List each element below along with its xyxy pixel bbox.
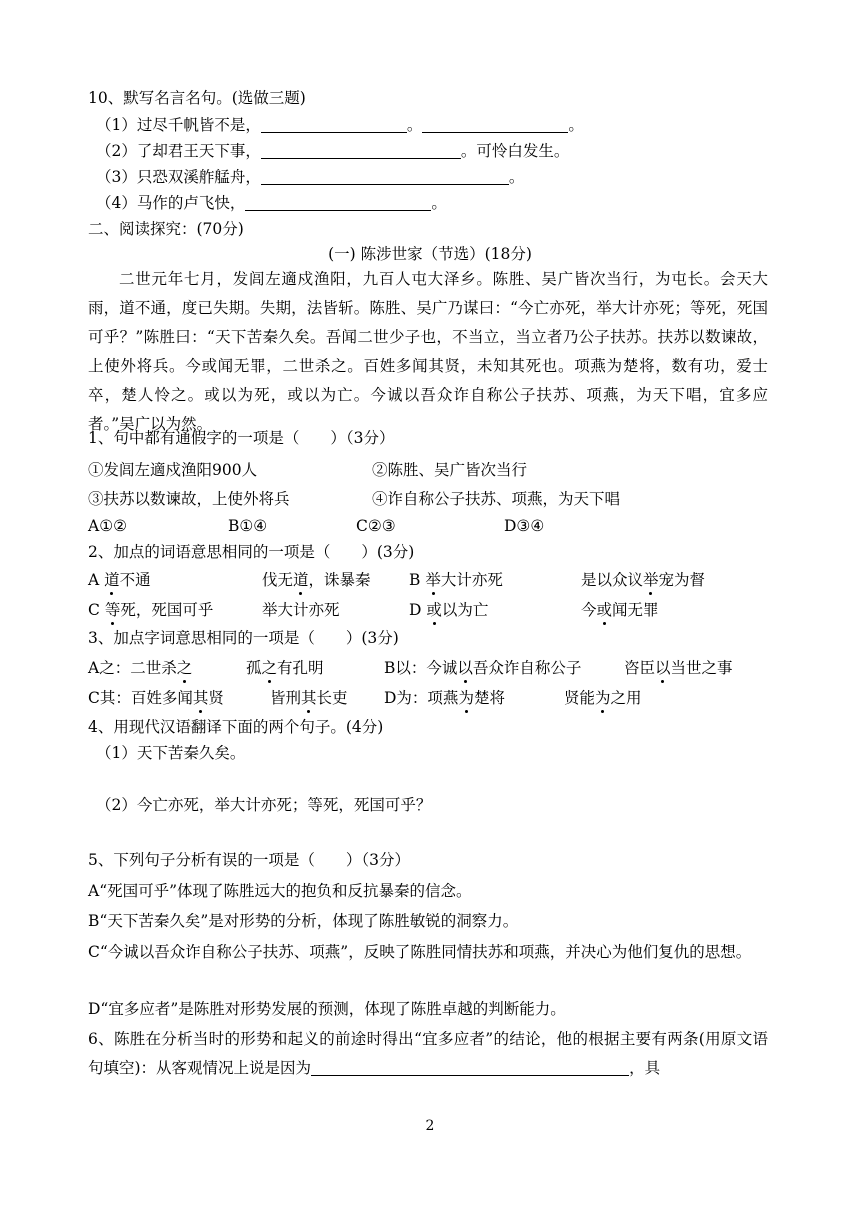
q1-option-a[interactable]: A①② bbox=[88, 517, 127, 535]
q10-item-1: （1）过尽千帆皆不是， 。 。 bbox=[96, 116, 584, 134]
q5-stem: 5、下列句子分析有误的一项是（ ）（3分） bbox=[88, 851, 410, 869]
q1-sentence-4: ④诈自称公子扶苏、项燕，为天下唱 bbox=[372, 490, 621, 508]
answer-blank[interactable] bbox=[261, 116, 407, 133]
q6-text: 6、陈胜在分析当时的形势和起义的前途时得出“宜多应者”的结论，他的根据主要有两条(用原文语句填空)：从客观情况上说是因为 ，具 bbox=[88, 1030, 768, 1077]
page-number: 2 bbox=[425, 1118, 435, 1134]
q1-option-c[interactable]: C②③ bbox=[356, 517, 396, 535]
q1-sentence-3: ③扶苏以数谏故，上使外将兵 bbox=[88, 490, 290, 508]
q1-option-d[interactable]: D③④ bbox=[504, 517, 545, 535]
section-heading: 二、阅读探究：(70分) bbox=[88, 220, 244, 238]
passage-title: (一) 陈涉世家（节选）(18分) bbox=[328, 245, 532, 263]
q3-option-a[interactable]: A之：二世杀之 bbox=[88, 659, 193, 677]
q2-option-c[interactable]: C 等死，死国可乎 bbox=[88, 601, 214, 619]
q5-option-b[interactable]: B“天下苦秦久矣”是对形势的分析，体现了陈胜敏锐的洞察力。 bbox=[88, 912, 519, 930]
q3-option-c-compare: 皆刑其长吏 bbox=[270, 689, 348, 707]
q3-option-d[interactable]: D为：项燕为楚将 bbox=[384, 689, 505, 707]
q2-option-a-compare: 伐无道，诛暴秦 bbox=[262, 571, 371, 589]
q3-stem: 3、加点字词意思相同的一项是（ ）(3分) bbox=[88, 629, 399, 647]
q2-option-b[interactable]: B 举大计亦死 bbox=[409, 571, 503, 589]
q2-option-d[interactable]: D 或以为亡 bbox=[409, 601, 489, 619]
q4-sentence-2: （2）今亡亦死，举大计亦死；等死，死国可乎？ bbox=[96, 796, 432, 814]
q10-item-3: （3）只恐双溪舴艋舟， 。 bbox=[96, 168, 525, 186]
q2-stem: 2、加点的词语意思相同的一项是（ ）(3分) bbox=[88, 543, 415, 561]
q5-option-a[interactable]: A“死国可乎”体现了陈胜远大的抱负和反抗暴秦的信念。 bbox=[88, 882, 472, 900]
q10-item-2: （2）了却君王天下事， 。可怜白发生。 bbox=[96, 142, 570, 160]
q2-option-c-compare: 举大计亦死 bbox=[262, 601, 340, 619]
q10-title: 10、默写名言名句。(选做三题) bbox=[88, 89, 306, 107]
q3-option-b-compare: 咨臣以当世之事 bbox=[624, 659, 733, 677]
passage-text: 二世元年七月，发闾左適戍渔阳，九百人屯大泽乡。陈胜、吴广皆次当行，为屯长。会天大雨，道不通，度已失期。失期，法皆斩。陈胜、吴广乃谋曰：“今亡亦死，举大计亦死；等死，死国可乎？”陈胜曰：“天下苦秦久矣。吾闻二世少子也，不当立，当立者乃公子扶苏。扶苏以数谏故，上使外将兵。今或闻无罪，二世杀之。百姓多闻其贤，未知其死也。项燕为楚将，数有功，爱士卒，楚人怜之。或以为死，或以为亡。今诚以吾众诈自称公子扶苏、项燕，为天下唱，宜多应者。”吴广以为然。 bbox=[88, 270, 768, 433]
answer-blank[interactable] bbox=[245, 194, 431, 211]
q1-sentence-1: ①发闾左適戍渔阳900人 bbox=[88, 461, 258, 479]
q1-sentence-2: ②陈胜、吴广皆次当行 bbox=[372, 461, 528, 479]
q4-sentence-1: （1）天下苦秦久矣。 bbox=[96, 744, 246, 762]
answer-blank[interactable] bbox=[261, 142, 461, 159]
q5-option-c[interactable]: C“今诚以吾众诈自称公子扶苏、项燕”，反映了陈胜同情扶苏和项燕，并决心为他们复仇的思想。 bbox=[88, 943, 752, 961]
answer-blank[interactable] bbox=[311, 1059, 629, 1076]
q5-option-d[interactable]: D“宜多应者”是陈胜对形势发展的预测，体现了陈胜卓越的判断能力。 bbox=[88, 1000, 566, 1018]
q3-option-a-compare: 孤之有孔明 bbox=[246, 659, 324, 677]
q2-option-d-compare: 今或闻无罪 bbox=[581, 601, 659, 619]
answer-blank[interactable] bbox=[261, 168, 509, 185]
answer-blank[interactable] bbox=[422, 116, 568, 133]
q3-option-c[interactable]: C其：百姓多闻其贤 bbox=[88, 689, 224, 707]
q3-option-b[interactable]: B以：今诚以吾众诈自称公子 bbox=[384, 659, 582, 677]
q2-option-b-compare: 是以众议举宠为督 bbox=[581, 571, 706, 589]
q3-option-d-compare: 贤能为之用 bbox=[564, 689, 642, 707]
q10-item-4: （4）马作的卢飞快， 。 bbox=[96, 194, 447, 212]
q2-option-a[interactable]: A 道不通 bbox=[88, 571, 151, 589]
q1-option-b[interactable]: B①④ bbox=[228, 517, 268, 535]
q4-stem: 4、用现代汉语翻译下面的两个句子。(4分) bbox=[88, 718, 384, 736]
q1-stem: 1、句中都有通假字的一项是（ ）（3分） bbox=[88, 429, 395, 447]
